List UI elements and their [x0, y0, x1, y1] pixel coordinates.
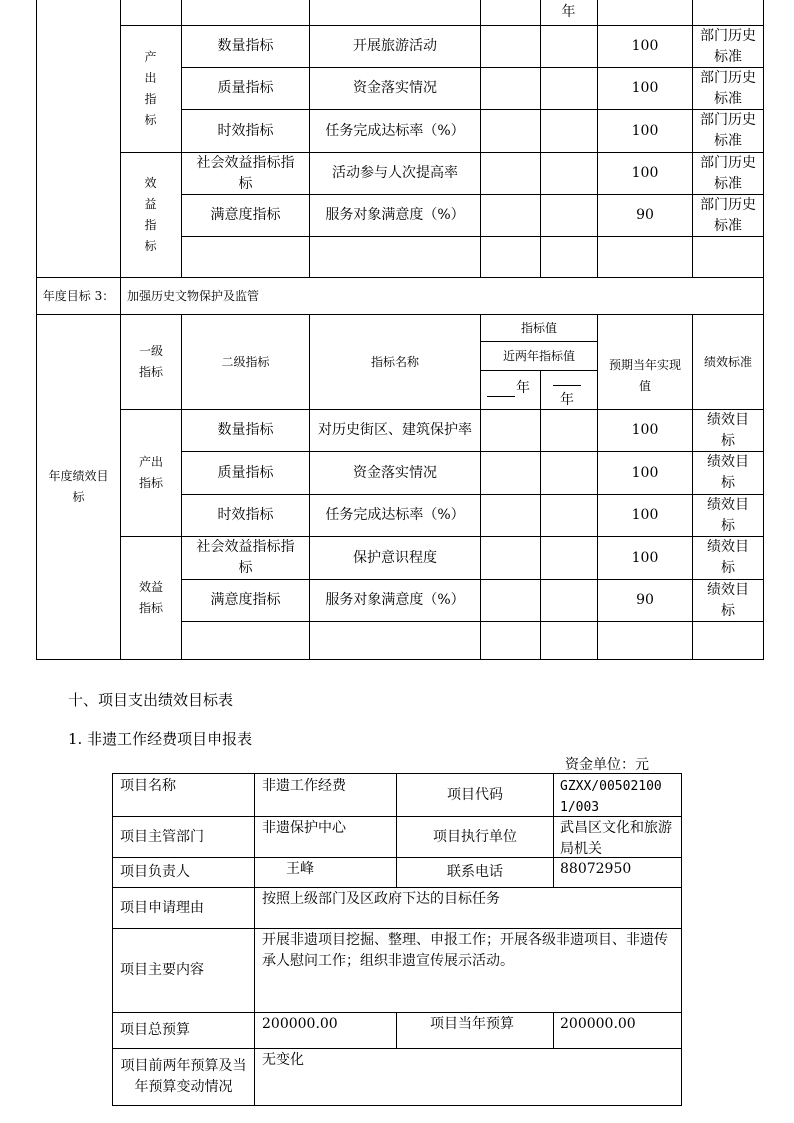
section-subheading: 1. 非遗工作经费项目申报表 — [68, 730, 253, 748]
current-year-budget-label: 项目当年预算 — [430, 1016, 514, 1032]
goal-text: 加强历史文物保护及监管 — [127, 288, 260, 303]
year-label: 年 — [561, 4, 576, 20]
indicator-name-cell: 任务完成达标率（%） — [325, 507, 465, 523]
level2-cell: 满意度指标 — [210, 592, 281, 608]
category-output: 产出指标 — [144, 50, 157, 127]
category-benefit: 效益指标 — [139, 580, 164, 615]
main-content-label: 项目主要内容 — [120, 962, 204, 978]
project-lead-label: 项目负责人 — [120, 864, 190, 880]
table-rule — [540, 370, 541, 660]
header-indicator-name: 指标名称 — [370, 354, 419, 369]
table-rule — [120, 277, 121, 315]
value-cell: 100 — [631, 122, 659, 139]
table-rule — [763, 277, 764, 315]
table-rule — [254, 773, 255, 1106]
header-recent-two-years: 近两年指标值 — [502, 348, 575, 363]
level2-cell: 数量指标 — [217, 38, 274, 54]
annual-performance-goal-label: 年度绩效目标 — [48, 469, 109, 504]
category-benefit: 效益指标 — [144, 176, 157, 253]
application-reason-label: 项目申请理由 — [120, 899, 204, 916]
level2-cell: 社会效益指标指标 — [196, 539, 295, 576]
indicator-name-cell: 服务对象满意度（%） — [325, 207, 465, 223]
total-budget-label: 项目总预算 — [120, 1022, 190, 1038]
standard-cell: 部门历史标准 — [700, 69, 756, 107]
value-cell: 100 — [631, 549, 659, 566]
indicator-name-cell: 任务完成达标率（%） — [325, 122, 465, 139]
value-cell: 100 — [631, 464, 659, 481]
category-output: 产出指标 — [139, 455, 164, 490]
header-level1: 一级指标 — [139, 344, 164, 379]
indicator-name-cell: 保护意识程度 — [353, 549, 437, 566]
application-reason-value: 按照上级部门及区政府下达的目标任务 — [262, 891, 500, 907]
value-cell: 90 — [636, 592, 654, 608]
standard-cell: 部门历史标准 — [700, 112, 756, 149]
table-rule — [763, 314, 764, 660]
level2-cell: 质量指标 — [217, 464, 274, 481]
header-indicator-value: 指标值 — [520, 320, 557, 335]
table-rule — [36, 659, 764, 660]
project-code-value: GZXX/005021001/003 — [560, 779, 662, 815]
value-cell: 100 — [631, 507, 659, 523]
year-blank-b — [553, 385, 581, 386]
executing-unit-value: 武昌区文化和旅游局机关 — [560, 820, 672, 857]
phone-label: 联系电话 — [447, 864, 503, 880]
section-heading: 十、项目支出绩效目标表 — [68, 691, 234, 709]
executing-unit-label: 项目执行单位 — [433, 828, 517, 845]
current-year-budget-value: 200000.00 — [560, 1016, 636, 1032]
table-rule — [480, 370, 597, 371]
value-cell: 100 — [631, 422, 659, 438]
value-cell: 100 — [631, 165, 659, 181]
value-cell: 100 — [631, 38, 659, 54]
standard-cell: 绩效目标 — [707, 581, 749, 619]
project-code-label: 项目代码 — [447, 786, 503, 803]
main-content-value: 开展非遗项目挖掘、整理、申报工作；开展各级非遗项目、非遗传承人慰问工作；组织非遗宣传展示活动。 — [262, 932, 668, 969]
table-rule — [396, 1012, 397, 1049]
level2-cell: 质量指标 — [217, 80, 274, 96]
indicator-name-cell: 资金落实情况 — [353, 80, 437, 96]
project-lead-value: 王峰 — [286, 861, 314, 877]
project-name-label: 项目名称 — [120, 778, 176, 794]
header-expected-value: 预期当年实现值 — [608, 357, 681, 393]
level2-cell: 时效指标 — [217, 122, 274, 139]
budget-change-value: 无变化 — [262, 1052, 304, 1068]
table-rule — [553, 773, 554, 888]
table-rule — [181, 236, 764, 237]
standard-cell: 绩效目标 — [707, 496, 749, 534]
indicator-name-cell: 资金落实情况 — [353, 464, 437, 481]
header-performance-standard: 绩效标准 — [703, 354, 752, 369]
standard-cell: 部门历史标准 — [700, 154, 756, 192]
header-year-b: 年 — [560, 392, 574, 408]
table-rule — [181, 621, 764, 622]
header-level2: 二级指标 — [221, 354, 270, 369]
indicator-name-cell: 服务对象满意度（%） — [325, 592, 465, 608]
indicator-name-cell: 活动参与人次提高率 — [332, 165, 458, 181]
table-rule — [681, 773, 682, 1106]
table-rule — [553, 1012, 554, 1049]
standard-cell: 绩效目标 — [707, 454, 749, 491]
table-rule — [540, 0, 541, 277]
department-label: 项目主管部门 — [120, 828, 204, 845]
budget-change-label: 项目前两年预算及当年预算变动情况 — [120, 1058, 247, 1095]
standard-cell: 绩效目标 — [707, 539, 749, 576]
indicator-name-cell: 对历史街区、建筑保护率 — [318, 422, 472, 438]
table-rule — [36, 0, 37, 277]
table-rule — [763, 0, 764, 277]
standard-cell: 部门历史标准 — [700, 196, 756, 234]
level2-cell: 时效指标 — [217, 507, 274, 523]
level2-cell: 社会效益指标指标 — [196, 154, 295, 192]
currency-unit: 资金单位：元 — [565, 757, 649, 773]
table-rule — [112, 1105, 682, 1106]
header-year-a: 年 — [516, 380, 530, 396]
project-name-value: 非遗工作经费 — [262, 778, 346, 794]
department-value: 非遗保护中心 — [262, 820, 346, 836]
value-cell: 100 — [631, 80, 659, 96]
indicator-name-cell: 开展旅游活动 — [353, 38, 437, 54]
total-budget-value: 200000.00 — [262, 1016, 338, 1032]
goal-label: 年度目标 3： — [42, 288, 115, 303]
standard-cell: 部门历史标准 — [700, 27, 756, 65]
level2-cell: 满意度指标 — [210, 207, 281, 223]
year-blank-a — [487, 396, 515, 397]
phone-value: 88072950 — [560, 861, 632, 877]
table-rule — [480, 0, 481, 277]
standard-cell: 绩效目标 — [707, 411, 749, 449]
level2-cell: 数量指标 — [217, 422, 274, 438]
value-cell: 90 — [636, 207, 654, 223]
